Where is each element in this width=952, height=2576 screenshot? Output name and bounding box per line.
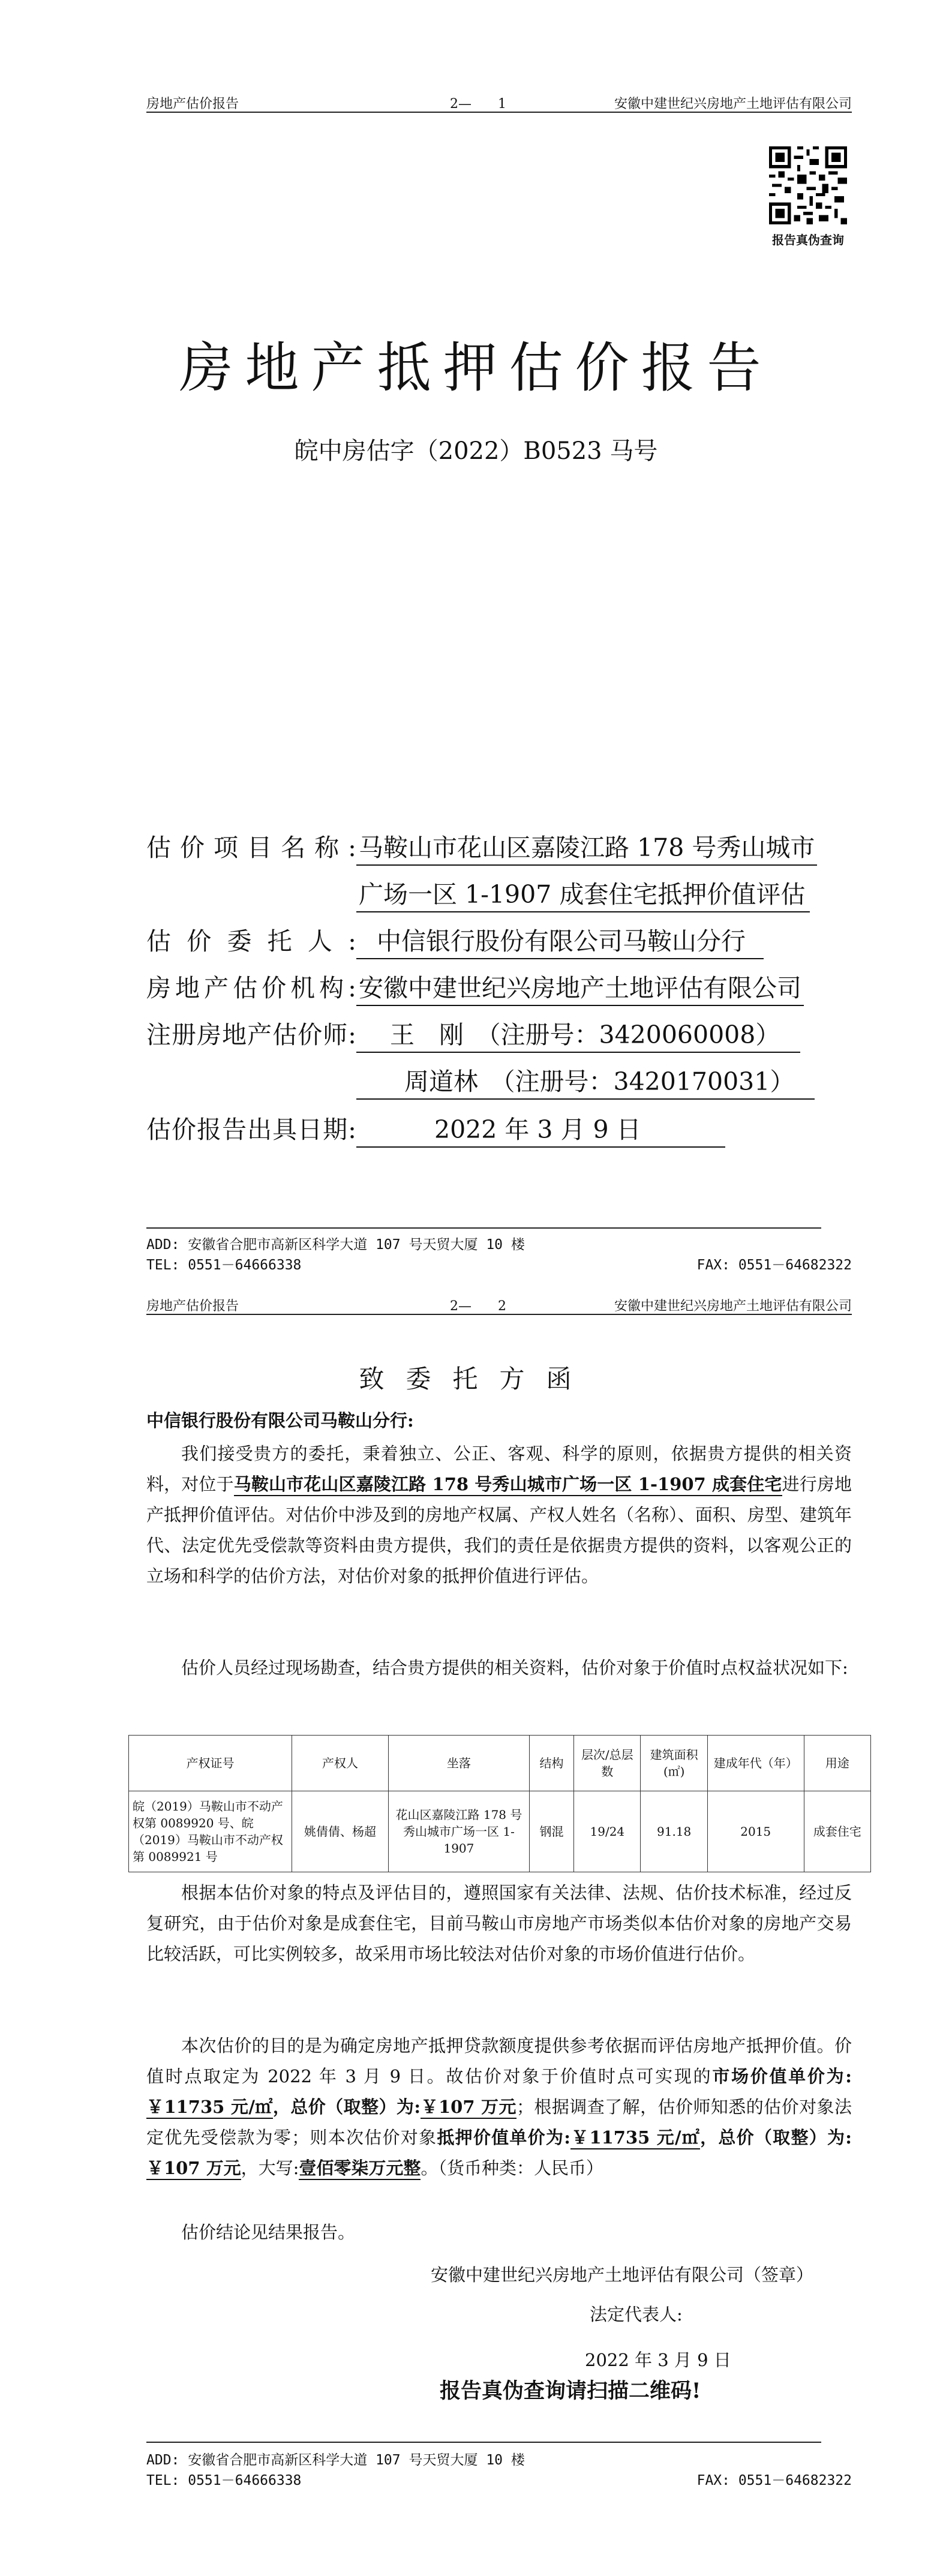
header-left: 房地产估价报告	[146, 1299, 239, 1314]
date-value: 2022 年 3 月 9 日	[356, 1110, 725, 1148]
p4-mortgage-total: ￥107 万元	[146, 2158, 241, 2180]
qr-caption: 报告真伪查询	[772, 233, 844, 247]
th-area: 建筑面积(㎡)	[641, 1736, 707, 1791]
header-rule	[146, 1314, 852, 1315]
info-appraiser-row2	[356, 1062, 815, 1100]
agency-label: 房地产估价机构:	[146, 974, 356, 1002]
info-project-row2	[356, 875, 810, 912]
p4-market-unit-price: ￥11735 元/㎡	[146, 2097, 273, 2119]
p1-text-c: 进行房地产抵押价值评估。对估价中涉及到的房地产权属、产权人姓名（名称）、面积、房型、建筑年代、法定优先受偿款等资料由贵方提供，我们的责任是依据贵方提供的资料，以客观公正的立场和科学的估价方法，对估价对象的抵押价值进行评估。	[146, 1474, 852, 1586]
agency-value: 安徽中建世纪兴房地产土地评估有限公司	[356, 968, 804, 1006]
cell-area: 91.18	[641, 1791, 707, 1872]
paragraph-3: 根据本估价对象的特点及评估目的，遵照国家有关法律、法规、估价技术标准，经过反复研究，由于估价对象是成套住宅，目前马鞍山市房地产市场类似本估价对象的房地产交易比较活跃，可比实例较多，故采用市场比较法对估价对象的市场价值进行估价。	[146, 1883, 852, 1964]
sign-date: 2022 年 3 月 9 日	[585, 2350, 731, 2370]
header-page-number: 2— 2	[450, 1299, 506, 1314]
footer-contact-line	[146, 2469, 852, 2490]
cell-location: 花山区嘉陵江路 178 号秀山城市广场一区 1-1907	[388, 1791, 529, 1872]
paragraph-5: 估价结论见结果报告。	[181, 2222, 356, 2242]
cell-use: 成套住宅	[804, 1791, 870, 1872]
p4-market-total-label: ，总价（取整）为:	[272, 2097, 421, 2117]
company-signature: 安徽中建世纪兴房地产土地评估有限公司（签章）	[431, 2265, 814, 2285]
page2-header	[146, 1291, 852, 1315]
paragraph-2: 估价人员经过现场勘查，结合贵方提供的相关资料，估价对象于价值时点权益状况如下:	[181, 1658, 848, 1678]
project-value-line2: 广场一区 1-1907 成套住宅抵押价值评估	[356, 875, 810, 912]
project-value-line1: 马鞍山市花山区嘉陵江路 178 号秀山城市	[356, 828, 817, 866]
report-number: 皖中房估字（2022）B0523 马号	[294, 437, 658, 465]
cell-year: 2015	[707, 1791, 804, 1872]
header-company: 安徽中建世纪兴房地产土地评估有限公司	[614, 97, 852, 112]
client-value: 中信银行股份有限公司马鞍山分行	[356, 921, 764, 959]
p4-market-unit-label: 市场价值单价为:	[712, 2066, 852, 2086]
header-page-number: 2— 1	[450, 97, 506, 112]
legal-representative: 法定代表人:	[590, 2304, 683, 2325]
footer-address: ADD: 安徽省合肥市高新区科学大道 107 号天贸大厦 10 楼	[146, 2452, 525, 2468]
p4-amount-words: 壹佰零柒万元整	[299, 2158, 421, 2180]
client-label: 估价委托人:	[146, 927, 356, 956]
p4-mortgage-unit-label: 抵押价值单价为:	[437, 2127, 570, 2148]
qr-verify-slogan: 报告真伪查询请扫描二维码!	[440, 2379, 701, 2403]
header-rule	[146, 112, 852, 113]
th-location: 坐落	[388, 1736, 529, 1791]
qr-code-icon[interactable]	[769, 146, 847, 224]
p4-text-a: 本次估价的目的是为确定房地产抵押贷款额度提供参考依据而评估房地产抵押价值。价值时点取定为 2022 年 3 月 9 日。故估价对象于价值时点可实现的	[146, 2035, 852, 2086]
footer-fax: FAX: 0551－64682322	[696, 2473, 852, 2488]
th-year: 建成年代（年）	[707, 1736, 804, 1791]
appraiser-1: 王 刚 （注册号：3420060008）	[356, 1015, 800, 1053]
page1-header	[146, 89, 852, 113]
page2-footer	[146, 2442, 852, 2490]
date-label: 估价报告出具日期:	[146, 1115, 356, 1144]
p4-mortgage-total-label: ，总价（取整）为:	[700, 2127, 852, 2148]
info-appraiser-row	[146, 1015, 800, 1053]
th-structure: 结构	[529, 1736, 573, 1791]
footer-contact-line	[146, 1254, 852, 1274]
p1-property-address: 马鞍山市花山区嘉陵江路 178 号秀山城市广场一区 1-1907 成套住宅	[234, 1474, 782, 1496]
info-project-row	[146, 828, 817, 866]
table-row	[129, 1791, 871, 1872]
p4-market-total: ￥107 万元	[421, 2097, 516, 2119]
th-floor: 层次/总层数	[574, 1736, 641, 1791]
p1-text-a: 我们接受贵方的委托，秉着独立、公正、客观、科学的原则，依据贵方提供的相关资料，对位于	[146, 1443, 852, 1494]
p4-text-f: ；根据调查了解，估价师知悉的估价对象法定优先受偿款为零；则本次估价对象	[146, 2097, 852, 2148]
p4-mortgage-unit-price: ￥11735 元/㎡	[570, 2127, 700, 2149]
th-use: 用途	[804, 1736, 870, 1791]
info-date-row	[146, 1110, 725, 1148]
footer-tel: TEL: 0551－64666338	[146, 1257, 302, 1273]
p4-text-m: 。（货币种类：人民币）	[421, 2158, 603, 2178]
project-label: 估价项目名称:	[146, 833, 356, 862]
paragraph-1	[146, 1439, 852, 1592]
footer-rule	[146, 2442, 821, 2443]
page1-footer	[146, 1227, 852, 1274]
cell-structure: 钢混	[529, 1791, 573, 1872]
footer-rule	[146, 1227, 821, 1229]
cell-floor: 19/24	[574, 1791, 641, 1872]
footer-fax: FAX: 0551－64682322	[696, 1257, 852, 1273]
cell-owner: 姚倩倩、杨超	[292, 1791, 389, 1872]
info-client-row	[146, 921, 764, 959]
th-owner: 产权人	[292, 1736, 389, 1791]
appraiser-label: 注册房地产估价师:	[146, 1020, 356, 1049]
footer-tel: TEL: 0551－64666338	[146, 2473, 302, 2488]
report-title: 房地产抵押估价报告	[179, 337, 773, 400]
header-left: 房地产估价报告	[146, 97, 239, 112]
header-company: 安徽中建世纪兴房地产土地评估有限公司	[614, 1299, 852, 1314]
footer-address: ADD: 安徽省合肥市高新区科学大道 107 号天贸大厦 10 楼	[146, 1237, 525, 1253]
appraiser-2: 周道林 （注册号：3420170031）	[356, 1062, 815, 1100]
cell-cert: 皖（2019）马鞍山市不动产权第 0089920 号、皖（2019）马鞍山市不动产权第 0089921 号	[129, 1791, 292, 1872]
property-table	[128, 1735, 871, 1872]
paragraph-4	[146, 2031, 852, 2184]
addressee: 中信银行股份有限公司马鞍山分行:	[146, 1410, 414, 1431]
letter-title: 致委托方函	[359, 1364, 593, 1394]
info-agency-row	[146, 968, 804, 1006]
th-cert: 产权证号	[129, 1736, 292, 1791]
p4-text-k: ，大写:	[241, 2158, 299, 2178]
